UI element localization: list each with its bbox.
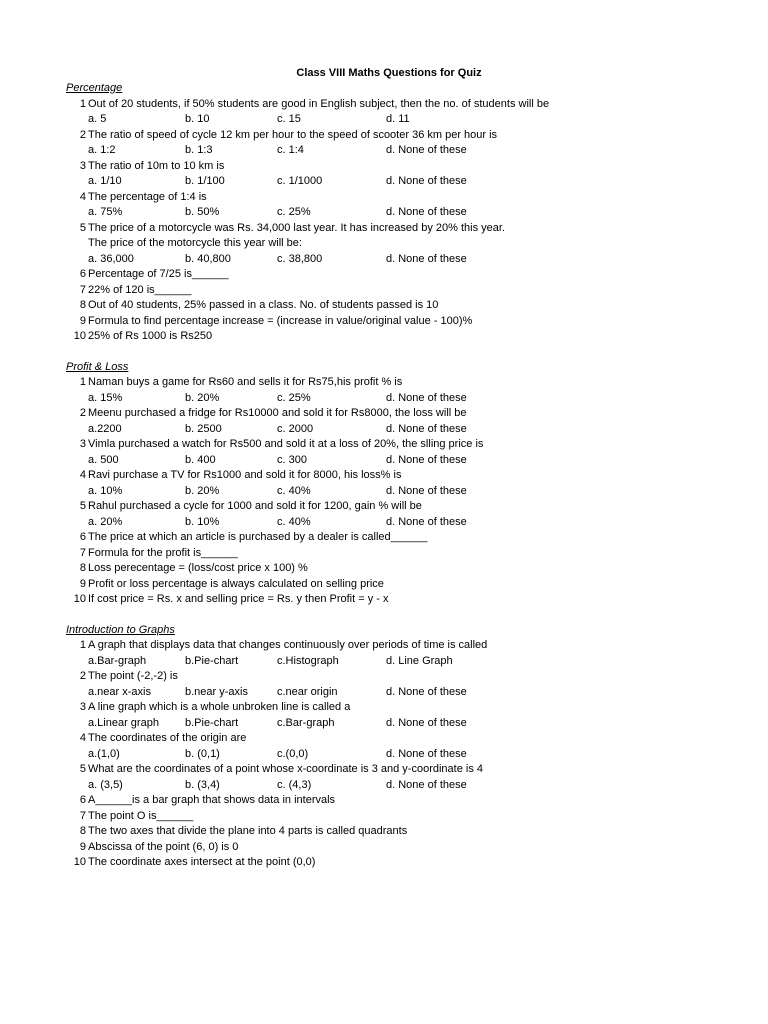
document-title: Class VIII Maths Questions for Quiz	[296, 67, 482, 79]
section-title: Percentage	[66, 82, 123, 94]
question-number: 6	[79, 531, 86, 543]
question-number: 10	[73, 856, 86, 868]
question-row	[0, 329, 768, 345]
question-number: 1	[79, 97, 86, 110]
question-text: The price of a motorcycle was Rs. 34,000 last year. It has increased by 20% this year.	[88, 221, 505, 234]
question-row	[0, 468, 768, 484]
question-number: 4	[79, 190, 86, 203]
option-c: c. 38,800	[277, 252, 323, 265]
question-text: The point (-2,-2) is	[88, 670, 178, 682]
question-number: 9	[79, 314, 86, 327]
option-a: a. 15%	[88, 391, 123, 404]
question-text: What are the coordinates of a point whose x-coordinate is 3 and y-coordinate is 4	[88, 763, 484, 775]
option-c: c.Histograph	[277, 654, 339, 667]
question-number: 7	[79, 546, 86, 559]
question-row	[0, 221, 768, 237]
option-a: a. 75%	[88, 206, 123, 218]
question-row	[0, 406, 768, 422]
option-c: c. 1:4	[277, 144, 304, 156]
option-b: b. 40,800	[185, 252, 231, 265]
question-row	[0, 530, 768, 546]
option-b: b.Pie-chart	[185, 716, 239, 729]
question-number: 8	[79, 562, 86, 574]
question-number: 5	[79, 221, 86, 234]
question-text: The coordinates of the origin are	[88, 732, 247, 744]
question-number: 4	[79, 732, 86, 744]
option-a: a. 10%	[88, 484, 123, 497]
options-row	[0, 391, 768, 407]
question-number: 1	[79, 639, 86, 651]
option-a: a. (3,5)	[88, 778, 123, 791]
options-row	[0, 654, 768, 670]
question-row	[0, 577, 768, 593]
option-c: c. (4,3)	[277, 778, 312, 791]
option-d: d. None of these	[386, 685, 467, 698]
question-text: 25% of Rs 1000 is Rs250	[88, 330, 213, 342]
options-row	[0, 515, 768, 531]
question-number: 3	[79, 159, 86, 172]
question-number: 4	[79, 469, 86, 481]
option-c: c. 2000	[277, 422, 314, 435]
options-row	[0, 174, 768, 190]
option-b: b. 1/100	[185, 175, 225, 187]
question-row	[0, 561, 768, 577]
option-d: d. None of these	[386, 391, 467, 404]
question-number: 1	[79, 376, 86, 388]
question-number: 3	[79, 438, 86, 450]
question-row	[0, 314, 768, 330]
option-d: d. None of these	[386, 747, 467, 760]
option-d: d. None of these	[386, 252, 467, 265]
question-row	[0, 824, 768, 840]
question-continuation	[0, 236, 768, 252]
option-d: d. 11	[386, 113, 410, 125]
question-row	[0, 700, 768, 716]
question-number: 2	[79, 407, 86, 419]
question-row	[0, 437, 768, 453]
option-b: b. 20%	[185, 391, 220, 404]
option-b: b.near y-axis	[185, 685, 248, 698]
question-number: 5	[79, 763, 86, 775]
options-row	[0, 778, 768, 794]
option-b: b. 20%	[185, 484, 220, 497]
option-d: d. None of these	[386, 144, 467, 156]
option-d: d. None of these	[386, 778, 467, 791]
question-text: The coordinate axes intersect at the point (0,0)	[88, 856, 316, 868]
question-text: The two axes that divide the plane into 4 parts is called quadrants	[88, 825, 408, 837]
question-row	[0, 546, 768, 562]
option-c: c. 40%	[277, 515, 311, 528]
option-a: a. 20%	[88, 515, 123, 528]
option-b: b. (3,4)	[185, 778, 220, 791]
question-row	[0, 592, 768, 608]
option-c: c. 25%	[277, 391, 311, 404]
options-row	[0, 484, 768, 500]
quiz-section	[0, 81, 768, 345]
question-row	[0, 375, 768, 391]
option-d: d. None of these	[386, 716, 467, 729]
question-number: 9	[79, 840, 86, 853]
question-row	[0, 128, 768, 144]
options-row	[0, 685, 768, 701]
question-text: Vimla purchased a watch for Rs500 and sold it at a loss of 20%, the slling price is	[88, 438, 484, 450]
option-b: b. 10	[185, 113, 210, 125]
options-row	[0, 205, 768, 221]
question-number: 9	[79, 577, 86, 590]
question-text: The percentage of 1:4 is	[88, 190, 207, 203]
options-row	[0, 453, 768, 469]
question-text: Out of 40 students, 25% passed in a class. No. of students passed is 10	[88, 299, 439, 311]
options-row	[0, 747, 768, 763]
option-b: b. 10%	[185, 515, 220, 528]
question-text: Formula to find percentage increase = (increase in value/original value - 100)%	[88, 314, 473, 327]
question-text: A graph that displays data that changes continuously over periods of time is called	[88, 639, 488, 651]
question-text: Percentage of 7/25 is______	[88, 268, 229, 280]
option-a: a.(1,0)	[88, 747, 120, 760]
question-row	[0, 97, 768, 113]
option-a: a.Bar-graph	[88, 654, 147, 667]
question-text: Loss perecentage = (loss/cost price x 100) %	[88, 562, 308, 574]
option-d: d. None of these	[386, 175, 467, 187]
option-b: b. 50%	[185, 206, 220, 218]
option-a: a. 500	[88, 453, 119, 466]
question-text: Abscissa of the point (6, 0) is 0	[88, 840, 239, 853]
question-text: The ratio of 10m to 10 km is	[88, 159, 225, 172]
question-text: A line graph which is a whole unbroken line is called a	[88, 701, 351, 713]
question-number: 6	[79, 794, 86, 806]
option-d: d. None of these	[386, 422, 467, 435]
option-b: b. 1:3	[185, 144, 213, 156]
option-c: c. 300	[277, 453, 307, 466]
section-title: Profit & Loss	[66, 360, 129, 373]
options-row	[0, 422, 768, 438]
question-row	[0, 267, 768, 283]
option-a: a. 36,000	[88, 252, 134, 265]
question-number: 10	[73, 593, 86, 605]
question-row	[0, 855, 768, 871]
section-title: Introduction to Graphs	[66, 623, 175, 636]
question-text: The ratio of speed of cycle 12 km per hour to the speed of scooter 36 km per hour is	[88, 128, 498, 141]
option-a: a.near x-axis	[88, 685, 151, 698]
question-row	[0, 298, 768, 314]
option-a: a. 5	[88, 113, 107, 125]
options-row	[0, 252, 768, 268]
question-row	[0, 499, 768, 515]
question-text: Ravi purchase a TV for Rs1000 and sold it for 8000, his loss% is	[88, 469, 402, 481]
question-row	[0, 159, 768, 175]
options-row	[0, 143, 768, 159]
question-text: The price at which an article is purchased by a dealer is called______	[88, 531, 428, 543]
question-number: 7	[79, 283, 86, 296]
sections-container	[0, 81, 768, 871]
question-row	[0, 840, 768, 856]
question-text: Formula for the profit is______	[88, 546, 238, 559]
quiz-section	[0, 623, 768, 871]
option-d: d. None of these	[386, 484, 467, 497]
option-c: c.Bar-graph	[277, 716, 335, 729]
option-c: c. 15	[277, 113, 301, 125]
question-number: 3	[79, 701, 86, 713]
options-row	[0, 112, 768, 128]
question-row	[0, 283, 768, 299]
question-text: Meenu purchased a fridge for Rs10000 and sold it for Rs8000, the loss will be	[88, 407, 467, 419]
question-text: The point O is______	[88, 809, 194, 822]
question-row	[0, 190, 768, 206]
question-number: 10	[73, 330, 86, 342]
question-row	[0, 762, 768, 778]
question-text: Out of 20 students, if 50% students are good in English subject, then the no. of students will be	[88, 97, 550, 110]
question-row	[0, 793, 768, 809]
quiz-document	[0, 66, 768, 886]
question-text: A______is a bar graph that shows data in intervals	[88, 794, 336, 806]
option-b: b. 400	[185, 453, 216, 466]
option-d: d. None of these	[386, 453, 467, 466]
question-row	[0, 669, 768, 685]
question-continuation-text: The price of the motorcycle this year will be:	[88, 237, 302, 249]
question-number: 2	[79, 128, 86, 141]
option-a: a. 1/10	[88, 175, 122, 187]
question-number: 7	[79, 809, 86, 822]
question-text: Profit or loss percentage is always calculated on selling price	[88, 577, 384, 590]
option-d: d. Line Graph	[386, 654, 453, 667]
question-text: Naman buys a game for Rs60 and sells it for Rs75,his profit % is	[88, 376, 403, 388]
option-c: c.near origin	[277, 685, 338, 698]
question-number: 6	[79, 268, 86, 280]
question-number: 2	[79, 670, 86, 682]
option-b: b. (0,1)	[185, 747, 220, 760]
question-text: Rahul purchased a cycle for 1000 and sold it for 1200, gain % will be	[88, 500, 422, 512]
quiz-section	[0, 360, 768, 608]
option-c: c.(0,0)	[277, 747, 309, 760]
question-text: 22% of 120 is______	[88, 283, 192, 296]
option-c: c. 40%	[277, 484, 311, 497]
option-a: a.2200	[88, 422, 122, 435]
question-text: If cost price = Rs. x and selling price = Rs. y then Profit = y - x	[88, 593, 389, 605]
option-c: c. 1/1000	[277, 175, 323, 187]
option-b: b.Pie-chart	[185, 654, 239, 667]
option-c: c. 25%	[277, 206, 311, 218]
question-row	[0, 809, 768, 825]
option-d: d. None of these	[386, 515, 467, 528]
options-row	[0, 716, 768, 732]
question-row	[0, 638, 768, 654]
question-number: 8	[79, 825, 86, 837]
option-d: d. None of these	[386, 206, 467, 218]
option-b: b. 2500	[185, 422, 222, 435]
question-row	[0, 731, 768, 747]
question-number: 5	[79, 500, 86, 512]
option-a: a.Linear graph	[88, 716, 159, 729]
option-a: a. 1:2	[88, 144, 116, 156]
question-number: 8	[79, 299, 86, 311]
